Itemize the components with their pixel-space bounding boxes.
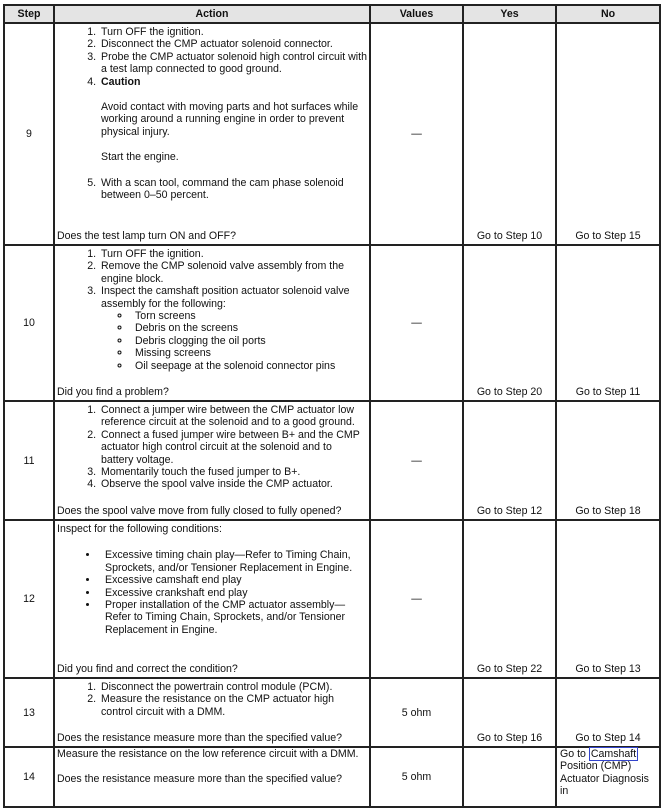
question: Did you find and correct the condition? [57,663,238,675]
yes-cell [463,23,556,245]
camshaft-link[interactable]: Camshaft [590,748,637,760]
no-link[interactable]: Go to Step 13 [575,663,641,675]
no-cell [556,747,660,807]
action-cell [54,678,370,747]
header-action: Action [54,5,370,23]
diagnostic-table [3,4,661,808]
yes-cell [463,245,556,401]
no-link[interactable]: Go to Step 15 [575,230,641,242]
value-cell: — [370,23,463,245]
sub-item: ◦ Debris clogging the oil ports [131,335,367,347]
action-cell [54,245,370,401]
step-number: 14 [4,747,54,807]
action-cell [54,747,370,807]
header-values: Values [370,5,463,23]
list-item [99,76,367,164]
no-cell [556,245,660,401]
table-row [4,245,660,401]
no-cell [556,520,660,678]
caution-label: Caution [101,75,141,88]
conditions-list [57,549,367,636]
action-cell [54,401,370,520]
list-item: 3. Momentarily touch the fused jumper to B+. [99,466,367,478]
table-row [4,520,660,678]
step-number: 10 [4,245,54,401]
value-cell: 5 ohm [370,747,463,807]
yes-link[interactable]: Go to Step 12 [476,505,543,517]
step-number: 13 [4,678,54,747]
step-number: 11 [4,401,54,520]
table-row [4,23,660,245]
sub-item: ◦ Missing screens [131,347,367,359]
value-cell: — [370,520,463,678]
header-yes: Yes [463,5,556,23]
yes-cell [463,520,556,678]
no-action-text [557,748,659,798]
action-cell [54,23,370,245]
list-item: • Excessive timing chain play—Refer to Timing Chain, Sprockets, and/or Tensioner Replacement in Engine. [99,549,367,574]
table-row [4,678,660,747]
no-link[interactable]: Go to Step 18 [575,505,641,517]
yes-cell [463,401,556,520]
yes-link[interactable]: Go to Step 22 [476,663,543,675]
question: Does the test lamp turn ON and OFF? [57,230,236,242]
action-list [57,26,367,201]
yes-cell [463,747,556,807]
step-number: 9 [4,23,54,245]
intro-text: Measure the resistance on the low reference circuit with a DMM. [57,748,359,760]
question: Does the spool valve move from fully closed to fully opened? [57,505,342,517]
list-item: 3. Probe the CMP actuator solenoid high control circuit with a test lamp connected to good ground. [99,51,367,76]
list-item: 2. Disconnect the CMP actuator solenoid connector. [99,38,367,50]
sub-item: ◦ Oil seepage at the solenoid connector pins [131,360,367,372]
list-item: • Proper installation of the CMP actuator assembly—Refer to Timing Chain, Sprockets, and/or Tensioner Replacement in Engine. [99,599,367,636]
header-row [4,5,660,23]
no-rest: Position (CMP) Actuator Diagnosis in [560,760,649,798]
value-cell: 5 ohm [370,678,463,747]
action-list [57,404,367,491]
yes-link[interactable]: Go to Step 20 [476,386,543,398]
yes-link[interactable]: Go to Step 10 [476,230,543,242]
intro-text: Inspect for the following conditions: [57,523,222,535]
header-no: No [556,5,660,23]
question: Does the resistance measure more than the specified value? [57,773,343,786]
list-item: 1. Disconnect the powertrain control module (PCM). [99,681,367,693]
table-row [4,747,660,807]
list-item: • Excessive camshaft end play [99,574,367,586]
list-item: 1. Turn OFF the ignition. [99,248,367,260]
sub-list [57,310,367,372]
value-cell: — [370,401,463,520]
list-item: 2. Remove the CMP solenoid valve assembly from the engine block. [99,260,367,285]
list-item: 4. Observe the spool valve inside the CMP actuator. [99,478,367,490]
list-item: 3. Inspect the camshaft position actuator solenoid valve assembly for the following: [99,285,367,310]
table-row [4,401,660,520]
action-list [57,681,367,718]
no-link[interactable]: Go to Step 14 [575,732,641,744]
action-list [57,248,367,310]
caution-text: Avoid contact with moving parts and hot surfaces while working around a running engine in order to prevent physical injury. [101,101,359,138]
yes-cell [463,678,556,747]
no-cell [556,401,660,520]
list-item: 5. With a scan tool, command the cam phase solenoid between 0–50 percent. [99,177,367,202]
step-number: 12 [4,520,54,678]
list-item: 1. Turn OFF the ignition. [99,26,367,38]
no-link[interactable]: Go to Step 11 [575,386,641,398]
list-item: • Excessive crankshaft end play [99,587,367,599]
no-cell [556,678,660,747]
question: Does the resistance measure more than the specified value? [57,732,343,744]
sub-item: ◦ Torn screens [131,310,367,322]
list-item: 2. Measure the resistance on the CMP actuator high control circuit with a DMM. [99,693,367,718]
start-engine-text: Start the engine. [101,151,179,164]
value-cell: — [370,245,463,401]
header-step: Step [4,5,54,23]
sub-item: ◦ Debris on the screens [131,322,367,334]
list-item: 2. Connect a fused jumper wire between B+ and the CMP actuator high control circuit at the solenoid and to battery voltage. [99,429,367,466]
question: Did you find a problem? [57,386,169,398]
no-prefix: Go to [560,748,589,760]
action-cell [54,520,370,678]
no-cell [556,23,660,245]
yes-link[interactable]: Go to Step 16 [476,732,543,744]
list-item: 1. Connect a jumper wire between the CMP actuator low reference circuit at the solenoid and to a good ground. [99,404,367,429]
